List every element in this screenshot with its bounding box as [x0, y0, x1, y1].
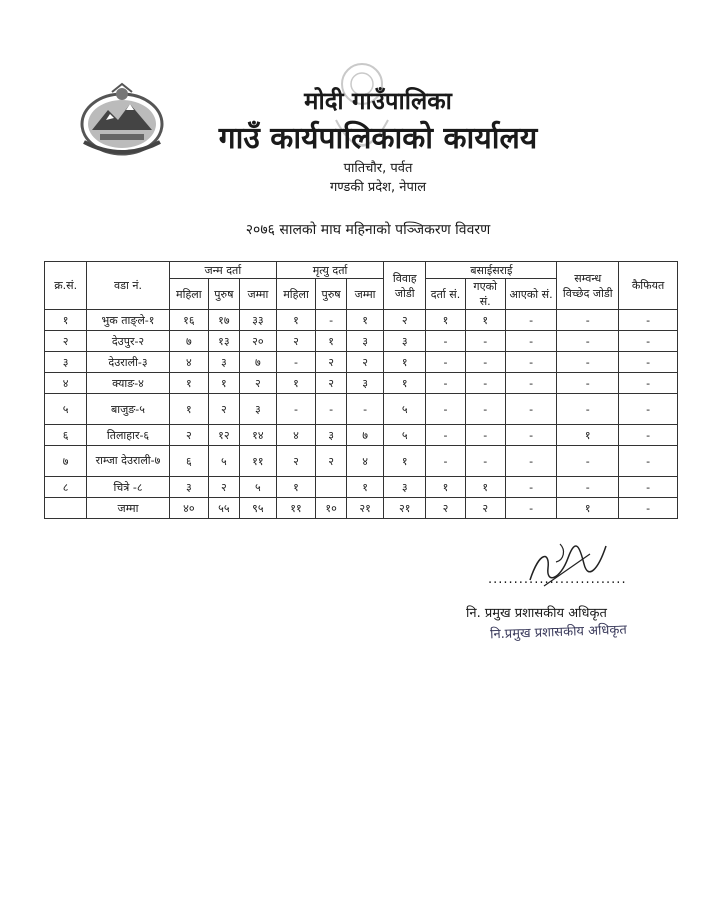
cell-birth-female: १६ — [169, 310, 208, 331]
cell-death-total: २१ — [347, 498, 384, 519]
signature-line: ........................... — [488, 572, 627, 587]
cell-birth-total: ९५ — [239, 498, 276, 519]
cell-birth-female: ७ — [169, 331, 208, 352]
cell-death-total: १ — [347, 310, 384, 331]
subheader-registered: दर्ता सं. — [426, 279, 465, 310]
cell-birth-total: ३ — [239, 394, 276, 425]
cell-marriage: १ — [384, 446, 426, 477]
municipality-name: मोदी गाउँपालिका — [304, 87, 452, 115]
cell-marriage: ३ — [384, 477, 426, 498]
office-name: गाउँ कार्यपालिकाको कार्यालय — [218, 121, 538, 156]
header-ward: वडा नं. — [87, 262, 169, 310]
cell-divorce: - — [557, 310, 619, 331]
cell-migration-registered: - — [426, 425, 465, 446]
officer-title: नि. प्रमुख प्रशासकीय अधिकृत — [466, 606, 607, 621]
cell-remarks: - — [619, 331, 678, 352]
cell-remarks: - — [619, 477, 678, 498]
subheader-out: गएको सं. — [465, 279, 505, 310]
cell-death-female: ४ — [276, 425, 315, 446]
cell-marriage: २१ — [384, 498, 426, 519]
cell-remarks: - — [619, 498, 678, 519]
cell-remarks: - — [619, 310, 678, 331]
cell-death-male — [316, 477, 347, 498]
cell-migration-out: - — [465, 373, 505, 394]
cell-death-female: २ — [276, 446, 315, 477]
subheader-female: महिला — [169, 279, 208, 310]
cell-death-male: २ — [316, 446, 347, 477]
cell-birth-male: ५५ — [208, 498, 239, 519]
header-migration: बसाईसराई — [426, 262, 557, 279]
cell-migration-out: २ — [465, 498, 505, 519]
cell-death-total: ७ — [347, 425, 384, 446]
cell-divorce: - — [557, 352, 619, 373]
cell-birth-female: २ — [169, 425, 208, 446]
table-row — [45, 310, 678, 331]
cell-remarks: - — [619, 352, 678, 373]
cell-death-female: १ — [276, 477, 315, 498]
cell-death-female: १ — [276, 310, 315, 331]
cell-death-total: ३ — [347, 331, 384, 352]
cell-migration-out: - — [465, 446, 505, 477]
table-row — [45, 331, 678, 352]
table-row — [45, 477, 678, 498]
cell-divorce: १ — [557, 425, 619, 446]
cell-birth-male: ५ — [208, 446, 239, 477]
cell-birth-total: ५ — [239, 477, 276, 498]
cell-migration-out: १ — [465, 477, 505, 498]
table-row — [45, 352, 678, 373]
cell-ward: राम्जा देउराली-७ — [87, 446, 169, 477]
cell-birth-total: ३३ — [239, 310, 276, 331]
cell-migration-out: - — [465, 331, 505, 352]
cell-migration-in: - — [505, 310, 557, 331]
cell-migration-registered: - — [426, 352, 465, 373]
cell-death-total: १ — [347, 477, 384, 498]
cell-birth-male: २ — [208, 477, 239, 498]
total-row — [45, 498, 678, 519]
cell-death-total: ४ — [347, 446, 384, 477]
cell-migration-registered: - — [426, 373, 465, 394]
cell-migration-in: - — [505, 498, 557, 519]
cell-birth-male: १७ — [208, 310, 239, 331]
document-subtitle: २०७६ सालको माघ महिनाको पञ्जिकरण विवरण — [245, 222, 491, 238]
cell-divorce: - — [557, 394, 619, 425]
cell-migration-in: - — [505, 373, 557, 394]
cell-migration-out: १ — [465, 310, 505, 331]
cell-death-male: २ — [316, 373, 347, 394]
cell-migration-registered: - — [426, 331, 465, 352]
cell-sn: ७ — [45, 446, 87, 477]
header-marriage: विवाह जोडी — [384, 262, 426, 310]
cell-migration-in: - — [505, 394, 557, 425]
registration-table — [44, 261, 678, 519]
cell-marriage: २ — [384, 310, 426, 331]
cell-divorce: १ — [557, 498, 619, 519]
cell-migration-registered: २ — [426, 498, 465, 519]
cell-death-female: ११ — [276, 498, 315, 519]
cell-ward: भुक ताङ्ले-१ — [87, 310, 169, 331]
cell-ward: देउपुर-२ — [87, 331, 169, 352]
cell-ward: चित्रे -८ — [87, 477, 169, 498]
cell-birth-female: १ — [169, 373, 208, 394]
cell-remarks: - — [619, 373, 678, 394]
cell-death-male: - — [316, 394, 347, 425]
cell-migration-out: - — [465, 394, 505, 425]
cell-migration-in: - — [505, 446, 557, 477]
cell-marriage: ३ — [384, 331, 426, 352]
cell-birth-total: २० — [239, 331, 276, 352]
table-row — [45, 373, 678, 394]
cell-ward: तिलाहार-६ — [87, 425, 169, 446]
cell-death-male: २ — [316, 352, 347, 373]
cell-marriage: ५ — [384, 394, 426, 425]
subheader-total: जम्मा — [347, 279, 384, 310]
cell-migration-registered: १ — [426, 310, 465, 331]
cell-sn: ४ — [45, 373, 87, 394]
header-divorce: सम्वन्ध विच्छेद जोडी — [557, 262, 619, 310]
subheader-male: पुरुष — [208, 279, 239, 310]
cell-death-male: १० — [316, 498, 347, 519]
cell-migration-out: - — [465, 352, 505, 373]
cell-birth-total: ७ — [239, 352, 276, 373]
cell-total-label: जम्मा — [87, 498, 169, 519]
header-birth: जन्म दर्ता — [169, 262, 276, 279]
cell-ward: क्याङ-४ — [87, 373, 169, 394]
table-row — [45, 446, 678, 477]
cell-sn: ८ — [45, 477, 87, 498]
cell-death-female: - — [276, 352, 315, 373]
table-row — [45, 394, 678, 425]
cell-birth-total: ११ — [239, 446, 276, 477]
cell-divorce: - — [557, 373, 619, 394]
cell-birth-total: २ — [239, 373, 276, 394]
cell-sn: ५ — [45, 394, 87, 425]
cell-birth-male: ३ — [208, 352, 239, 373]
cell-birth-female: ४ — [169, 352, 208, 373]
cell-death-male: १ — [316, 331, 347, 352]
cell-migration-in: - — [505, 352, 557, 373]
subheader-female: महिला — [276, 279, 315, 310]
cell-sn: ३ — [45, 352, 87, 373]
cell-remarks: - — [619, 446, 678, 477]
cell-sn: १ — [45, 310, 87, 331]
cell-migration-in: - — [505, 477, 557, 498]
cell-death-total: २ — [347, 352, 384, 373]
cell-sn: २ — [45, 331, 87, 352]
cell-death-female: १ — [276, 373, 315, 394]
cell-migration-registered: १ — [426, 477, 465, 498]
cell-migration-out: - — [465, 425, 505, 446]
cell-birth-male: १३ — [208, 331, 239, 352]
header-remarks: कैफियत — [619, 262, 678, 310]
cell-remarks: - — [619, 394, 678, 425]
cell-death-total: - — [347, 394, 384, 425]
cell-migration-in: - — [505, 425, 557, 446]
address-line-2: गण्डकी प्रदेश, नेपाल — [329, 180, 427, 195]
cell-remarks: - — [619, 425, 678, 446]
cell-death-female: - — [276, 394, 315, 425]
cell-ward: बाजुङ-५ — [87, 394, 169, 425]
header-death: मृत्यु दर्ता — [276, 262, 383, 279]
header-sn: क्र.सं. — [45, 262, 87, 310]
officer-stamp: नि.प्रमुख प्रशासकीय अधिकृत — [489, 622, 628, 643]
cell-divorce: - — [557, 477, 619, 498]
cell-ward: देउराली-३ — [87, 352, 169, 373]
cell-divorce: - — [557, 446, 619, 477]
cell-marriage: ५ — [384, 425, 426, 446]
cell-death-male: ३ — [316, 425, 347, 446]
cell-birth-male: १ — [208, 373, 239, 394]
cell-birth-male: २ — [208, 394, 239, 425]
cell-marriage: १ — [384, 352, 426, 373]
cell-death-female: २ — [276, 331, 315, 352]
cell-birth-total: १४ — [239, 425, 276, 446]
cell-empty — [45, 498, 87, 519]
cell-sn: ६ — [45, 425, 87, 446]
subheader-in: आएको सं. — [505, 279, 557, 310]
cell-birth-female: ३ — [169, 477, 208, 498]
subheader-total: जम्मा — [239, 279, 276, 310]
cell-migration-registered: - — [426, 446, 465, 477]
subheader-male: पुरुष — [316, 279, 347, 310]
cell-death-total: ३ — [347, 373, 384, 394]
address-line-1: पातिचौर, पर्वत — [343, 161, 413, 176]
cell-death-male: - — [316, 310, 347, 331]
cell-birth-female: १ — [169, 394, 208, 425]
cell-birth-female: ४० — [169, 498, 208, 519]
cell-marriage: १ — [384, 373, 426, 394]
cell-birth-male: १२ — [208, 425, 239, 446]
cell-migration-in: - — [505, 331, 557, 352]
cell-migration-registered: - — [426, 394, 465, 425]
table-row — [45, 425, 678, 446]
cell-divorce: - — [557, 331, 619, 352]
cell-birth-female: ६ — [169, 446, 208, 477]
